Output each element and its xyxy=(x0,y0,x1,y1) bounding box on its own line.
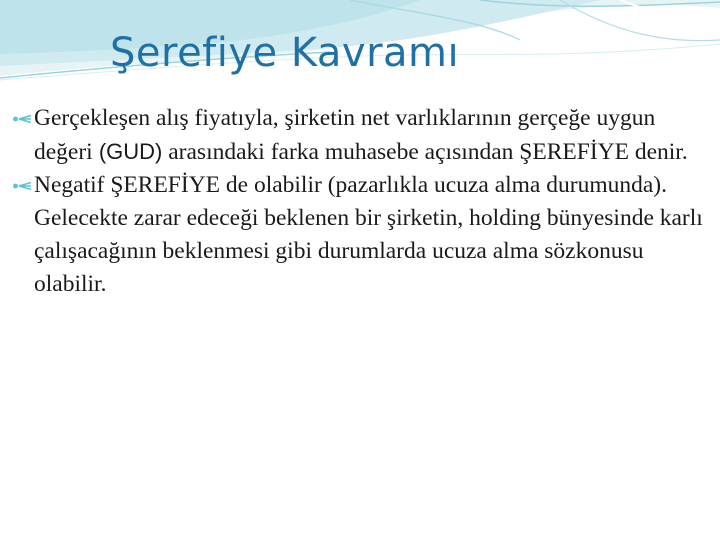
bullet-1-text-a: Gerçekleşen alış fiyatıyla, şirketin net varlıklarının gerçeğe uygun değeri xyxy=(34,105,656,165)
bullet-item-2 xyxy=(12,169,712,301)
sparkle-bullet-icon xyxy=(12,178,32,194)
bullet-1-text-b: (GUD) xyxy=(92,139,163,164)
slide-content xyxy=(12,102,712,301)
bullet-2-text: Negatif ŞEREFİYE de olabilir (pazarlıkla ucuza alma durumunda). Gelecekte zarar edeceği beklenen bir şirketin, holding bünyesinde karlı çalışacağının beklenmesi gibi durumlarda ucuza alma sözkonusu olabilir. xyxy=(34,172,703,297)
slide-title: Şerefiye Kavramı xyxy=(110,30,460,76)
bullet-1-text-c: arasındaki farka muhasebe açısından ŞEREFİYE denir. xyxy=(162,139,688,165)
bullet-item-1 xyxy=(12,102,712,169)
sparkle-bullet-icon xyxy=(12,111,32,127)
